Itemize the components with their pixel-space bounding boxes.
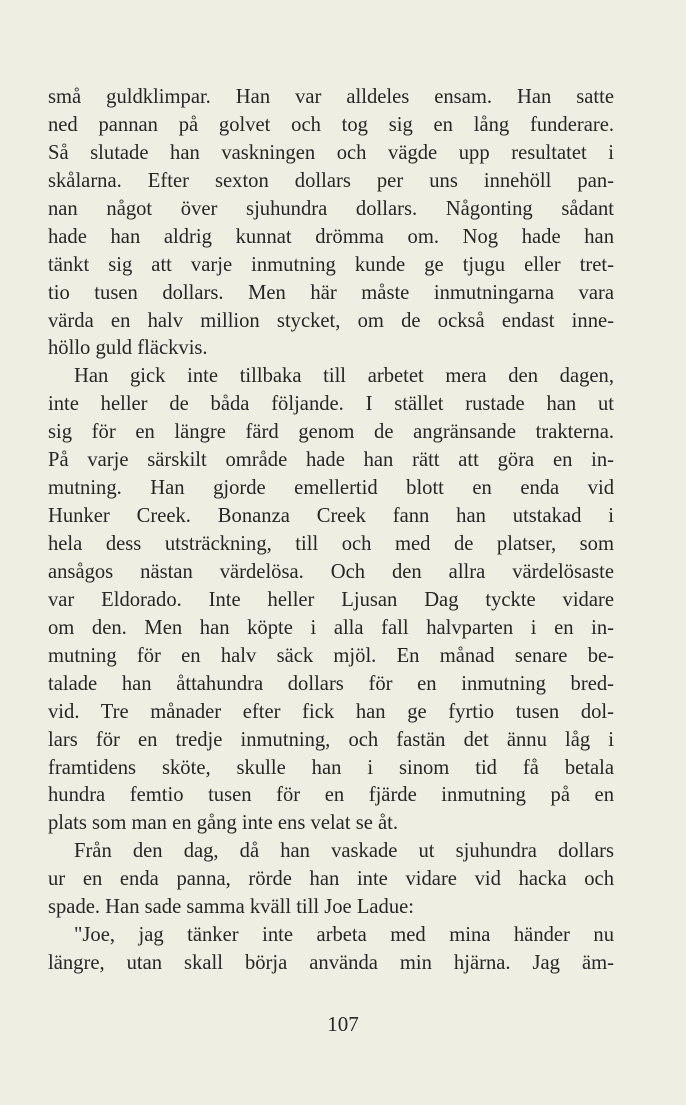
text-line-3: Så slutade han vaskningen och vägde upp resultatet i — [48, 141, 614, 164]
text-line-23: vid. Tre månader efter fick han ge fyrtio tusen dol- — [48, 700, 614, 723]
text-line-6: hade han aldrig kunnat drömma om. Nog hade han — [48, 225, 614, 248]
text-line-1: små guldklimpar. Han var alldeles ensam. Han satte — [48, 86, 614, 108]
page-text — [48, 84, 614, 978]
text-line-32: längre, utan skall börja använda min hjärna. Jag äm- — [48, 952, 614, 975]
text-line-29: ur en enda panna, rörde han inte vidare vid hacka och — [48, 868, 614, 891]
text-line-16: Hunker Creek. Bonanza Creek fann han utstakad i — [48, 505, 614, 528]
text-line-14: På varje särskilt område hade han rätt att göra en in- — [48, 449, 614, 472]
text-line-4: skålarna. Efter sexton dollars per uns innehöll pan- — [48, 169, 614, 192]
text-line-19: var Eldorado. Inte heller Ljusan Dag tyckte vidare — [48, 588, 614, 611]
text-line-15: mutning. Han gjorde emellertid blott en enda vid — [48, 477, 614, 500]
text-line-7: tänkt sig att varje inmutning kunde ge tjugu eller tret- — [48, 253, 614, 276]
text-line-17: hela dess utsträckning, till och med de platser, som — [48, 533, 614, 555]
text-line-9: värda en halv million stycket, om de också endast inne- — [48, 309, 614, 332]
text-line-10: höllo guld fläckvis. — [48, 337, 208, 360]
text-line-8: tio tusen dollars. Men här måste inmutningarna vara — [48, 281, 614, 304]
text-line-5: nan något över sjuhundra dollars. Någonting sådant — [48, 197, 614, 220]
text-line-11: Han gick inte tillbaka till arbetet mera den dagen, — [74, 365, 614, 388]
text-line-31: "Joe, jag tänker inte arbeta med mina händer nu — [74, 924, 614, 947]
text-line-27: plats som man en gång inte ens velat se åt. — [48, 812, 399, 835]
text-line-30: spade. Han sade samma kväll till Joe Ladue: — [48, 896, 415, 919]
page-number: 107 — [327, 1012, 359, 1036]
text-line-2: ned pannan på golvet och tog sig en lång funderare. — [48, 113, 614, 136]
text-line-12: inte heller de båda följande. I stället rustade han ut — [48, 393, 614, 416]
text-line-22: talade han åttahundra dollars för en inmutning bred- — [48, 672, 614, 695]
text-line-18: ansågos nästan värdelösa. Och den allra värdelösaste — [48, 560, 614, 583]
text-line-28: Från den dag, då han vaskade ut sjuhundra dollars — [74, 840, 614, 863]
text-line-13: sig för en längre färd genom de angränsande trakterna. — [48, 421, 614, 444]
text-line-21: mutning för en halv säck mjöl. En månad senare be- — [48, 644, 614, 667]
text-line-26: hundra femtio tusen för en fjärde inmutning på en — [48, 784, 614, 807]
text-line-25: framtidens sköte, skulle han i sinom tid få betala — [48, 756, 614, 779]
text-line-20: om den. Men han köpte i alla fall halvparten i en in- — [48, 616, 614, 639]
text-line-24: lars för en tredje inmutning, och fastän det ännu låg i — [48, 728, 614, 751]
